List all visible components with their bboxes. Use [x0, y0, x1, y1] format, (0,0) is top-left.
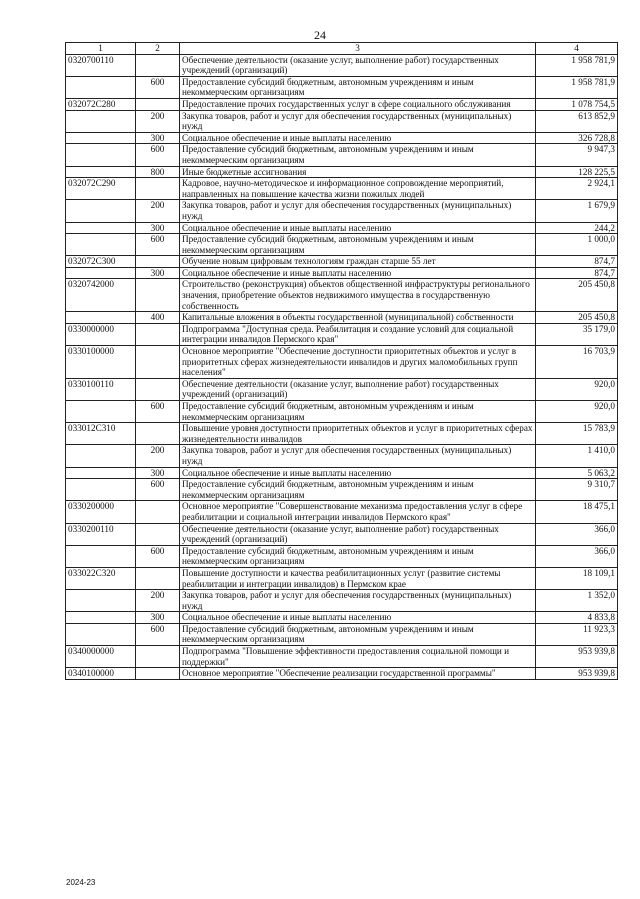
row-amount: 16 703,9 — [536, 346, 618, 379]
table-row — [66, 479, 618, 501]
table-row — [66, 256, 618, 268]
row-type — [136, 279, 180, 312]
row-description: Подпрограмма "Доступная среда. Реабилитация и создание условий для социальной интеграции инвалидов Пермского края" — [180, 323, 536, 345]
row-description: Социальное обеспечение и иные выплаты населению — [180, 467, 536, 479]
table-row — [66, 423, 618, 445]
row-code: 0340100000 — [66, 668, 136, 680]
row-description: Обеспечение деятельности (оказание услуг, выполнение работ) государственных учреждений (организаций) — [180, 523, 536, 545]
row-description: Предоставление субсидий бюджетным, автономным учреждениям и иным некоммерческим организациям — [180, 479, 536, 501]
row-amount: 953 939,8 — [536, 668, 618, 680]
row-amount: 1 410,0 — [536, 445, 618, 467]
row-type — [136, 668, 180, 680]
row-description: Обеспечение деятельности (оказание услуг, выполнение работ) государственных учреждений (организаций) — [180, 378, 536, 400]
row-amount: 2 924,1 — [536, 178, 618, 200]
row-description: Основное мероприятие "Обеспечение доступности приоритетных объектов и услуг в приоритетных сферах жизнедеятельности инвалидов и других маломобильных групп населения" — [180, 346, 536, 379]
table-row — [66, 98, 618, 110]
row-type — [136, 323, 180, 345]
table-row — [66, 623, 618, 645]
row-code: 0330000000 — [66, 323, 136, 345]
table-row — [66, 501, 618, 523]
row-type: 200 — [136, 110, 180, 132]
row-description: Предоставление субсидий бюджетным, автономным учреждениям и иным некоммерческим организациям — [180, 401, 536, 423]
table-header-row — [66, 43, 618, 55]
row-type: 600 — [136, 234, 180, 256]
row-amount: 5 063,2 — [536, 467, 618, 479]
row-description: Социальное обеспечение и иные выплаты населению — [180, 267, 536, 279]
table-row — [66, 54, 618, 76]
row-code — [66, 166, 136, 178]
row-code — [66, 312, 136, 324]
table-row — [66, 612, 618, 624]
row-description: Капитальные вложения в объекты государственной (муниципальной) собственности — [180, 312, 536, 324]
row-amount: 366,0 — [536, 545, 618, 567]
row-description: Закупка товаров, работ и услуг для обеспечения государственных (муниципальных) нужд — [180, 110, 536, 132]
table-row — [66, 267, 618, 279]
row-code: 0330100110 — [66, 378, 136, 400]
row-description: Строительство (реконструкция) объектов общественной инфраструктуры регионального значения, приобретение объектов недвижимого имущества в государственную собственность — [180, 279, 536, 312]
header-col-3: 3 — [180, 43, 536, 55]
table-row — [66, 590, 618, 612]
row-amount: 244,2 — [536, 222, 618, 234]
row-type: 200 — [136, 445, 180, 467]
table-row — [66, 234, 618, 256]
row-type — [136, 346, 180, 379]
row-type: 800 — [136, 166, 180, 178]
row-code — [66, 222, 136, 234]
row-amount: 1 352,0 — [536, 590, 618, 612]
row-description: Предоставление прочих государственных услуг в сфере социального обслуживания — [180, 98, 536, 110]
row-description: Основное мероприятие "Совершенствование механизма предоставления услуг в сфере реабилитации и социальной интеграции инвалидов Пермского края" — [180, 501, 536, 523]
row-amount: 1 679,9 — [536, 200, 618, 222]
table-row — [66, 567, 618, 589]
row-type — [136, 567, 180, 589]
row-amount: 18 109,1 — [536, 567, 618, 589]
row-code: 0330200110 — [66, 523, 136, 545]
row-description: Предоставление субсидий бюджетным, автономным учреждениям и иным некоммерческим организациям — [180, 623, 536, 645]
table-row — [66, 323, 618, 345]
row-code: 033012С310 — [66, 423, 136, 445]
row-code: 032072С300 — [66, 256, 136, 268]
row-type — [136, 501, 180, 523]
row-description: Предоставление субсидий бюджетным, автономным учреждениям и иным некоммерческим организациям — [180, 144, 536, 166]
row-description: Закупка товаров, работ и услуг для обеспечения государственных (муниципальных) нужд — [180, 590, 536, 612]
row-description: Кадровое, научно-методическое и информационное сопровождение мероприятий, направленных на повышение качества жизни пожилых людей — [180, 178, 536, 200]
row-code — [66, 612, 136, 624]
row-code — [66, 479, 136, 501]
row-description: Предоставление субсидий бюджетным, автономным учреждениям и иным некоммерческим организациям — [180, 545, 536, 567]
row-code — [66, 623, 136, 645]
row-description: Социальное обеспечение и иные выплаты населению — [180, 222, 536, 234]
row-code — [66, 110, 136, 132]
row-description: Подпрограмма "Повышение эффективности предоставления социальной помощи и поддержки" — [180, 646, 536, 668]
row-amount: 920,0 — [536, 401, 618, 423]
row-type: 600 — [136, 76, 180, 98]
row-type — [136, 256, 180, 268]
row-amount: 920,0 — [536, 378, 618, 400]
row-type: 300 — [136, 222, 180, 234]
page-number: 24 — [314, 28, 326, 42]
table-row — [66, 144, 618, 166]
row-type — [136, 378, 180, 400]
row-amount: 366,0 — [536, 523, 618, 545]
row-code: 0320700110 — [66, 54, 136, 76]
row-type: 400 — [136, 312, 180, 324]
row-type — [136, 646, 180, 668]
row-description: Предоставление субсидий бюджетным, автономным учреждениям и иным некоммерческим организациям — [180, 76, 536, 98]
row-amount: 1 958 781,9 — [536, 76, 618, 98]
footer-code: 2024-23 — [66, 878, 96, 887]
row-amount: 4 833,8 — [536, 612, 618, 624]
row-description: Обеспечение деятельности (оказание услуг, выполнение работ) государственных учреждений (организаций) — [180, 54, 536, 76]
row-amount: 35 179,0 — [536, 323, 618, 345]
table-row — [66, 132, 618, 144]
row-amount: 613 852,9 — [536, 110, 618, 132]
row-code — [66, 401, 136, 423]
row-code — [66, 144, 136, 166]
row-type — [136, 523, 180, 545]
row-type — [136, 178, 180, 200]
header-col-4: 4 — [536, 43, 618, 55]
row-type — [136, 98, 180, 110]
row-description: Повышение доступности и качества реабилитационных услуг (развитие системы реабилитации и интеграции инвалидов) в Пермском крае — [180, 567, 536, 589]
row-type: 600 — [136, 479, 180, 501]
row-code — [66, 545, 136, 567]
row-code: 0330100000 — [66, 346, 136, 379]
row-amount: 205 450,8 — [536, 312, 618, 324]
row-type: 600 — [136, 401, 180, 423]
row-amount: 15 783,9 — [536, 423, 618, 445]
row-description: Основное мероприятие "Обеспечение реализации государственной программы" — [180, 668, 536, 680]
row-description: Закупка товаров, работ и услуг для обеспечения государственных (муниципальных) нужд — [180, 200, 536, 222]
row-amount: 205 450,8 — [536, 279, 618, 312]
row-description: Повышение уровня доступности приоритетных объектов и услуг в приоритетных сферах жизнедеятельности инвалидов — [180, 423, 536, 445]
row-amount: 874,7 — [536, 256, 618, 268]
table-row — [66, 668, 618, 680]
header-col-2: 2 — [136, 43, 180, 55]
table-row — [66, 467, 618, 479]
row-type: 200 — [136, 590, 180, 612]
table-row — [66, 346, 618, 379]
row-code — [66, 467, 136, 479]
row-description: Обучение новым цифровым технологиям граждан старше 55 лет — [180, 256, 536, 268]
row-code — [66, 200, 136, 222]
row-code: 032072С280 — [66, 98, 136, 110]
row-type — [136, 54, 180, 76]
row-type: 600 — [136, 545, 180, 567]
row-code: 0340000000 — [66, 646, 136, 668]
row-code — [66, 76, 136, 98]
row-amount: 1 958 781,9 — [536, 54, 618, 76]
row-code — [66, 267, 136, 279]
row-type: 600 — [136, 623, 180, 645]
table-row — [66, 523, 618, 545]
row-amount: 11 923,3 — [536, 623, 618, 645]
header-col-1: 1 — [66, 43, 136, 55]
row-description: Социальное обеспечение и иные выплаты населению — [180, 132, 536, 144]
row-code — [66, 234, 136, 256]
table-row — [66, 166, 618, 178]
row-description: Закупка товаров, работ и услуг для обеспечения государственных (муниципальных) нужд — [180, 445, 536, 467]
row-amount: 128 225,5 — [536, 166, 618, 178]
row-amount: 953 939,8 — [536, 646, 618, 668]
table-row — [66, 110, 618, 132]
table-row — [66, 646, 618, 668]
row-code: 0320742000 — [66, 279, 136, 312]
row-type: 300 — [136, 467, 180, 479]
table-row — [66, 401, 618, 423]
row-type: 300 — [136, 267, 180, 279]
table-row — [66, 445, 618, 467]
row-code — [66, 590, 136, 612]
row-description: Социальное обеспечение и иные выплаты населению — [180, 612, 536, 624]
row-description: Иные бюджетные ассигнования — [180, 166, 536, 178]
row-amount: 18 475,1 — [536, 501, 618, 523]
table-row — [66, 76, 618, 98]
row-type: 300 — [136, 132, 180, 144]
table-row — [66, 312, 618, 324]
row-code: 0330200000 — [66, 501, 136, 523]
row-code — [66, 445, 136, 467]
table-body — [66, 54, 618, 679]
row-description: Предоставление субсидий бюджетным, автономным учреждениям и иным некоммерческим организациям — [180, 234, 536, 256]
row-type: 200 — [136, 200, 180, 222]
table-row — [66, 545, 618, 567]
row-amount: 874,7 — [536, 267, 618, 279]
table-row — [66, 178, 618, 200]
row-type: 600 — [136, 144, 180, 166]
row-amount: 1 078 754,5 — [536, 98, 618, 110]
row-type — [136, 423, 180, 445]
table-row — [66, 200, 618, 222]
row-code — [66, 132, 136, 144]
table-row — [66, 222, 618, 234]
row-type: 300 — [136, 612, 180, 624]
budget-table — [65, 42, 618, 680]
table-row — [66, 378, 618, 400]
row-code: 032072С290 — [66, 178, 136, 200]
table-row — [66, 279, 618, 312]
row-amount: 9 310,7 — [536, 479, 618, 501]
row-code: 033022С320 — [66, 567, 136, 589]
row-amount: 9 947,3 — [536, 144, 618, 166]
row-amount: 1 000,0 — [536, 234, 618, 256]
row-amount: 326 728,8 — [536, 132, 618, 144]
